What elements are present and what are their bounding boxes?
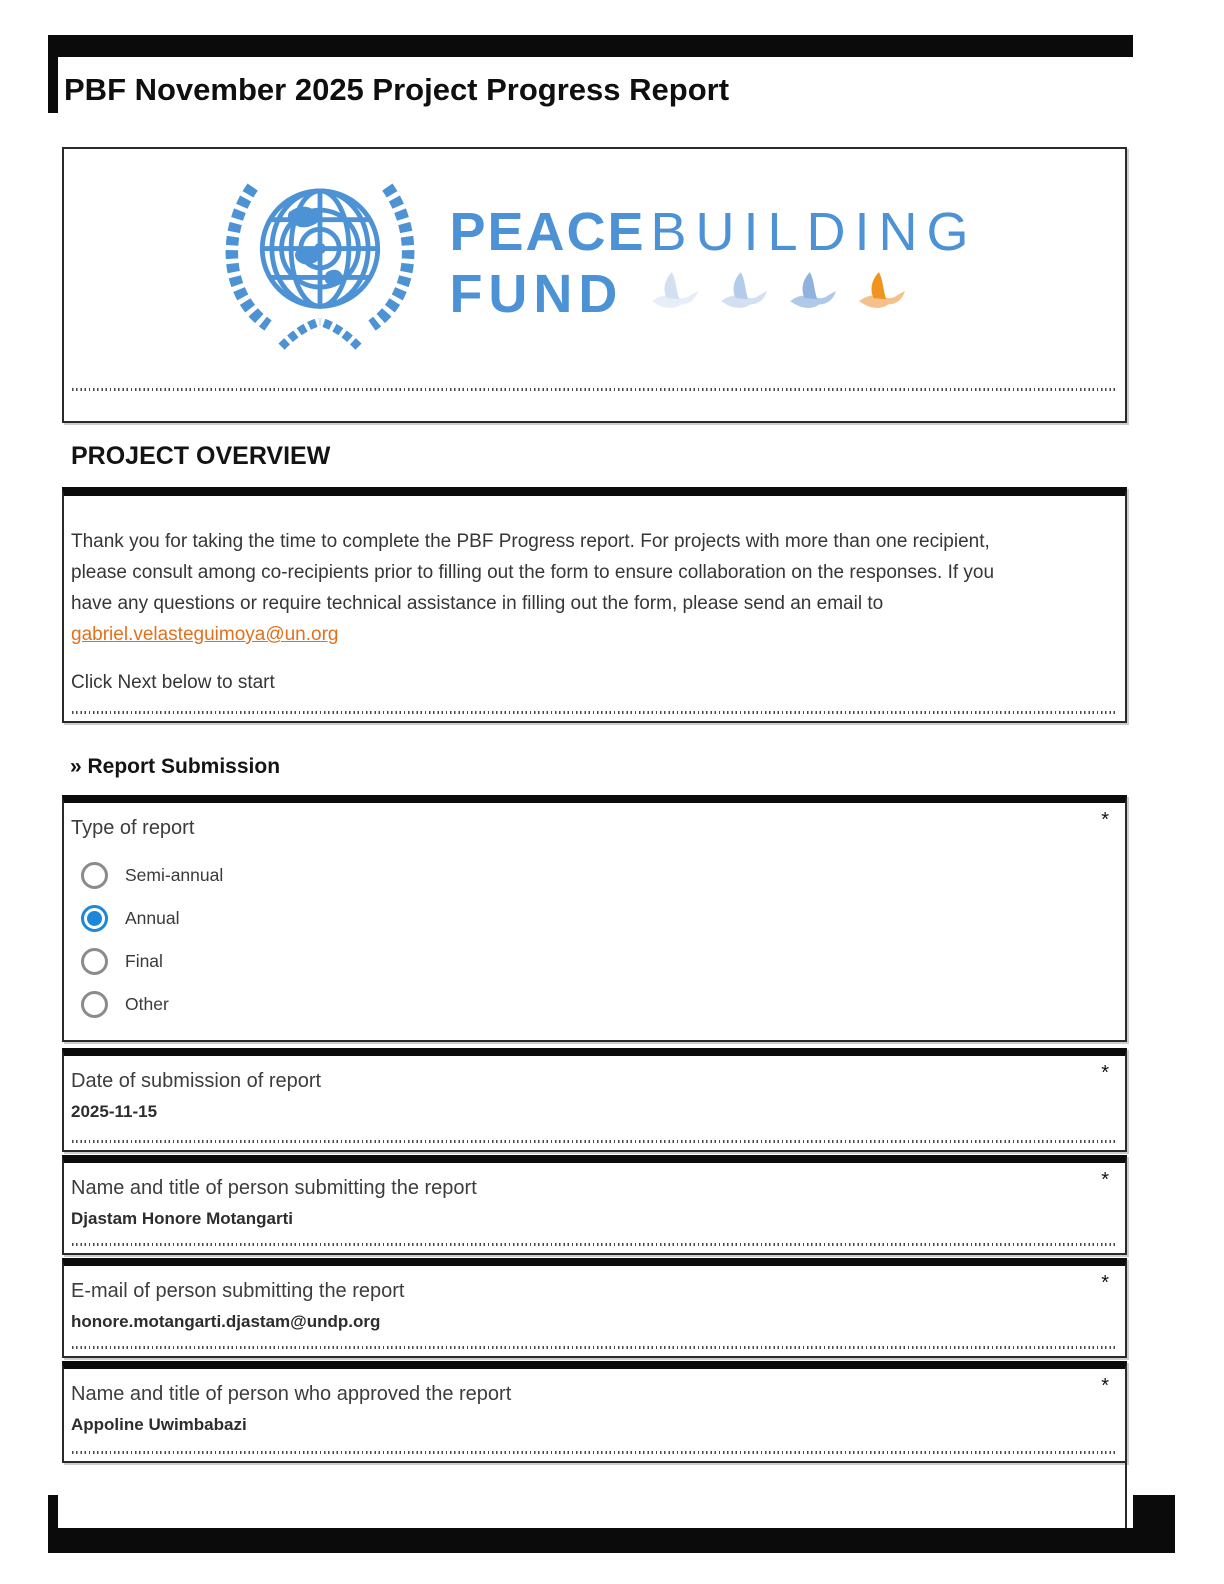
page-title: PBF November 2025 Project Progress Report <box>64 72 730 107</box>
wordmark-fund: FUND <box>449 264 624 324</box>
doves-row <box>649 271 908 318</box>
radio-option-annual[interactable] <box>81 897 1125 940</box>
page-footer-bar <box>48 1528 1175 1553</box>
required-asterisk: * <box>1101 1375 1109 1397</box>
radio-button[interactable] <box>81 948 108 975</box>
field-label: E-mail of person submitting the report <box>71 1280 405 1302</box>
radio-option-other[interactable] <box>81 983 1125 1026</box>
dove-icon <box>718 271 770 318</box>
divider-dotted <box>72 1140 1117 1143</box>
radio-label: Final <box>125 951 163 971</box>
radio-button[interactable] <box>81 991 108 1018</box>
radio-label: Annual <box>125 908 180 928</box>
field-label: Name and title of person who approved the report <box>71 1383 512 1405</box>
wordmark-line-1 <box>449 204 977 260</box>
email-link[interactable]: gabriel.velasteguimoya@un.org <box>71 624 339 645</box>
dove-icon <box>856 271 908 318</box>
radio-label: Semi-annual <box>125 865 224 885</box>
wordmark-line-2 <box>449 266 977 322</box>
field-value: 2025-11-15 <box>71 1102 158 1121</box>
field-value: Appoline Uwimbabazi <box>71 1415 247 1434</box>
header-top-bar <box>48 35 1133 57</box>
field-label: Name and title of person submitting the report <box>71 1177 477 1199</box>
field-submitter-name <box>62 1155 1127 1255</box>
wordmark-building: BUILDING <box>650 202 978 262</box>
field-submitter-email <box>62 1258 1127 1358</box>
wordmark-peace: PEACE <box>449 202 646 262</box>
logo-panel <box>62 147 1127 423</box>
dove-icon <box>787 271 839 318</box>
title-left-strip <box>48 35 58 113</box>
field-approver-name <box>62 1361 1127 1463</box>
group-heading-report-submission: » Report Submission <box>70 755 281 778</box>
divider-dotted <box>72 1451 1117 1454</box>
divider-dotted <box>72 388 1117 391</box>
intro-text-body: Thank you for taking the time to complete the PBF Progress report. For projects with more than one recipient, please consult among co-recipients prior to filling out the form to ensure collaboration on the responses. If you have any questions or require technical assistance in filling out the form, please send an email to <box>71 531 995 614</box>
divider-dotted <box>72 1346 1117 1349</box>
un-emblem-icon <box>211 162 429 364</box>
required-asterisk: * <box>1101 1169 1109 1191</box>
intro-panel <box>62 487 1127 723</box>
click-next-text: Click Next below to start <box>71 672 275 693</box>
radio-label: Other <box>125 994 169 1014</box>
field-value: Djastam Honore Motangarti <box>71 1209 293 1228</box>
radio-option-final[interactable] <box>81 940 1125 983</box>
radio-button[interactable] <box>81 862 108 889</box>
pbf-wordmark <box>449 204 977 322</box>
field-label: Date of submission of report <box>71 1070 322 1092</box>
required-asterisk: * <box>1101 1062 1109 1084</box>
dove-icon <box>649 271 701 318</box>
group-tail-border <box>62 1463 1127 1528</box>
logo-row <box>64 163 1125 363</box>
field-type-of-report <box>62 795 1127 1042</box>
field-date-of-submission <box>62 1048 1127 1152</box>
radio-button[interactable] <box>81 905 108 932</box>
divider-dotted <box>72 1243 1117 1246</box>
intro-text <box>71 526 1037 650</box>
field-value: honore.motangarti.djastam@undp.org <box>71 1312 381 1331</box>
required-asterisk: * <box>1101 809 1109 831</box>
required-asterisk: * <box>1101 1272 1109 1294</box>
radio-option-semi-annual[interactable] <box>81 854 1125 897</box>
divider-dotted <box>72 711 1117 714</box>
field-label: Type of report <box>71 817 195 839</box>
section-heading-project-overview: PROJECT OVERVIEW <box>71 442 331 470</box>
page-footer-right-notch <box>1133 1495 1175 1553</box>
